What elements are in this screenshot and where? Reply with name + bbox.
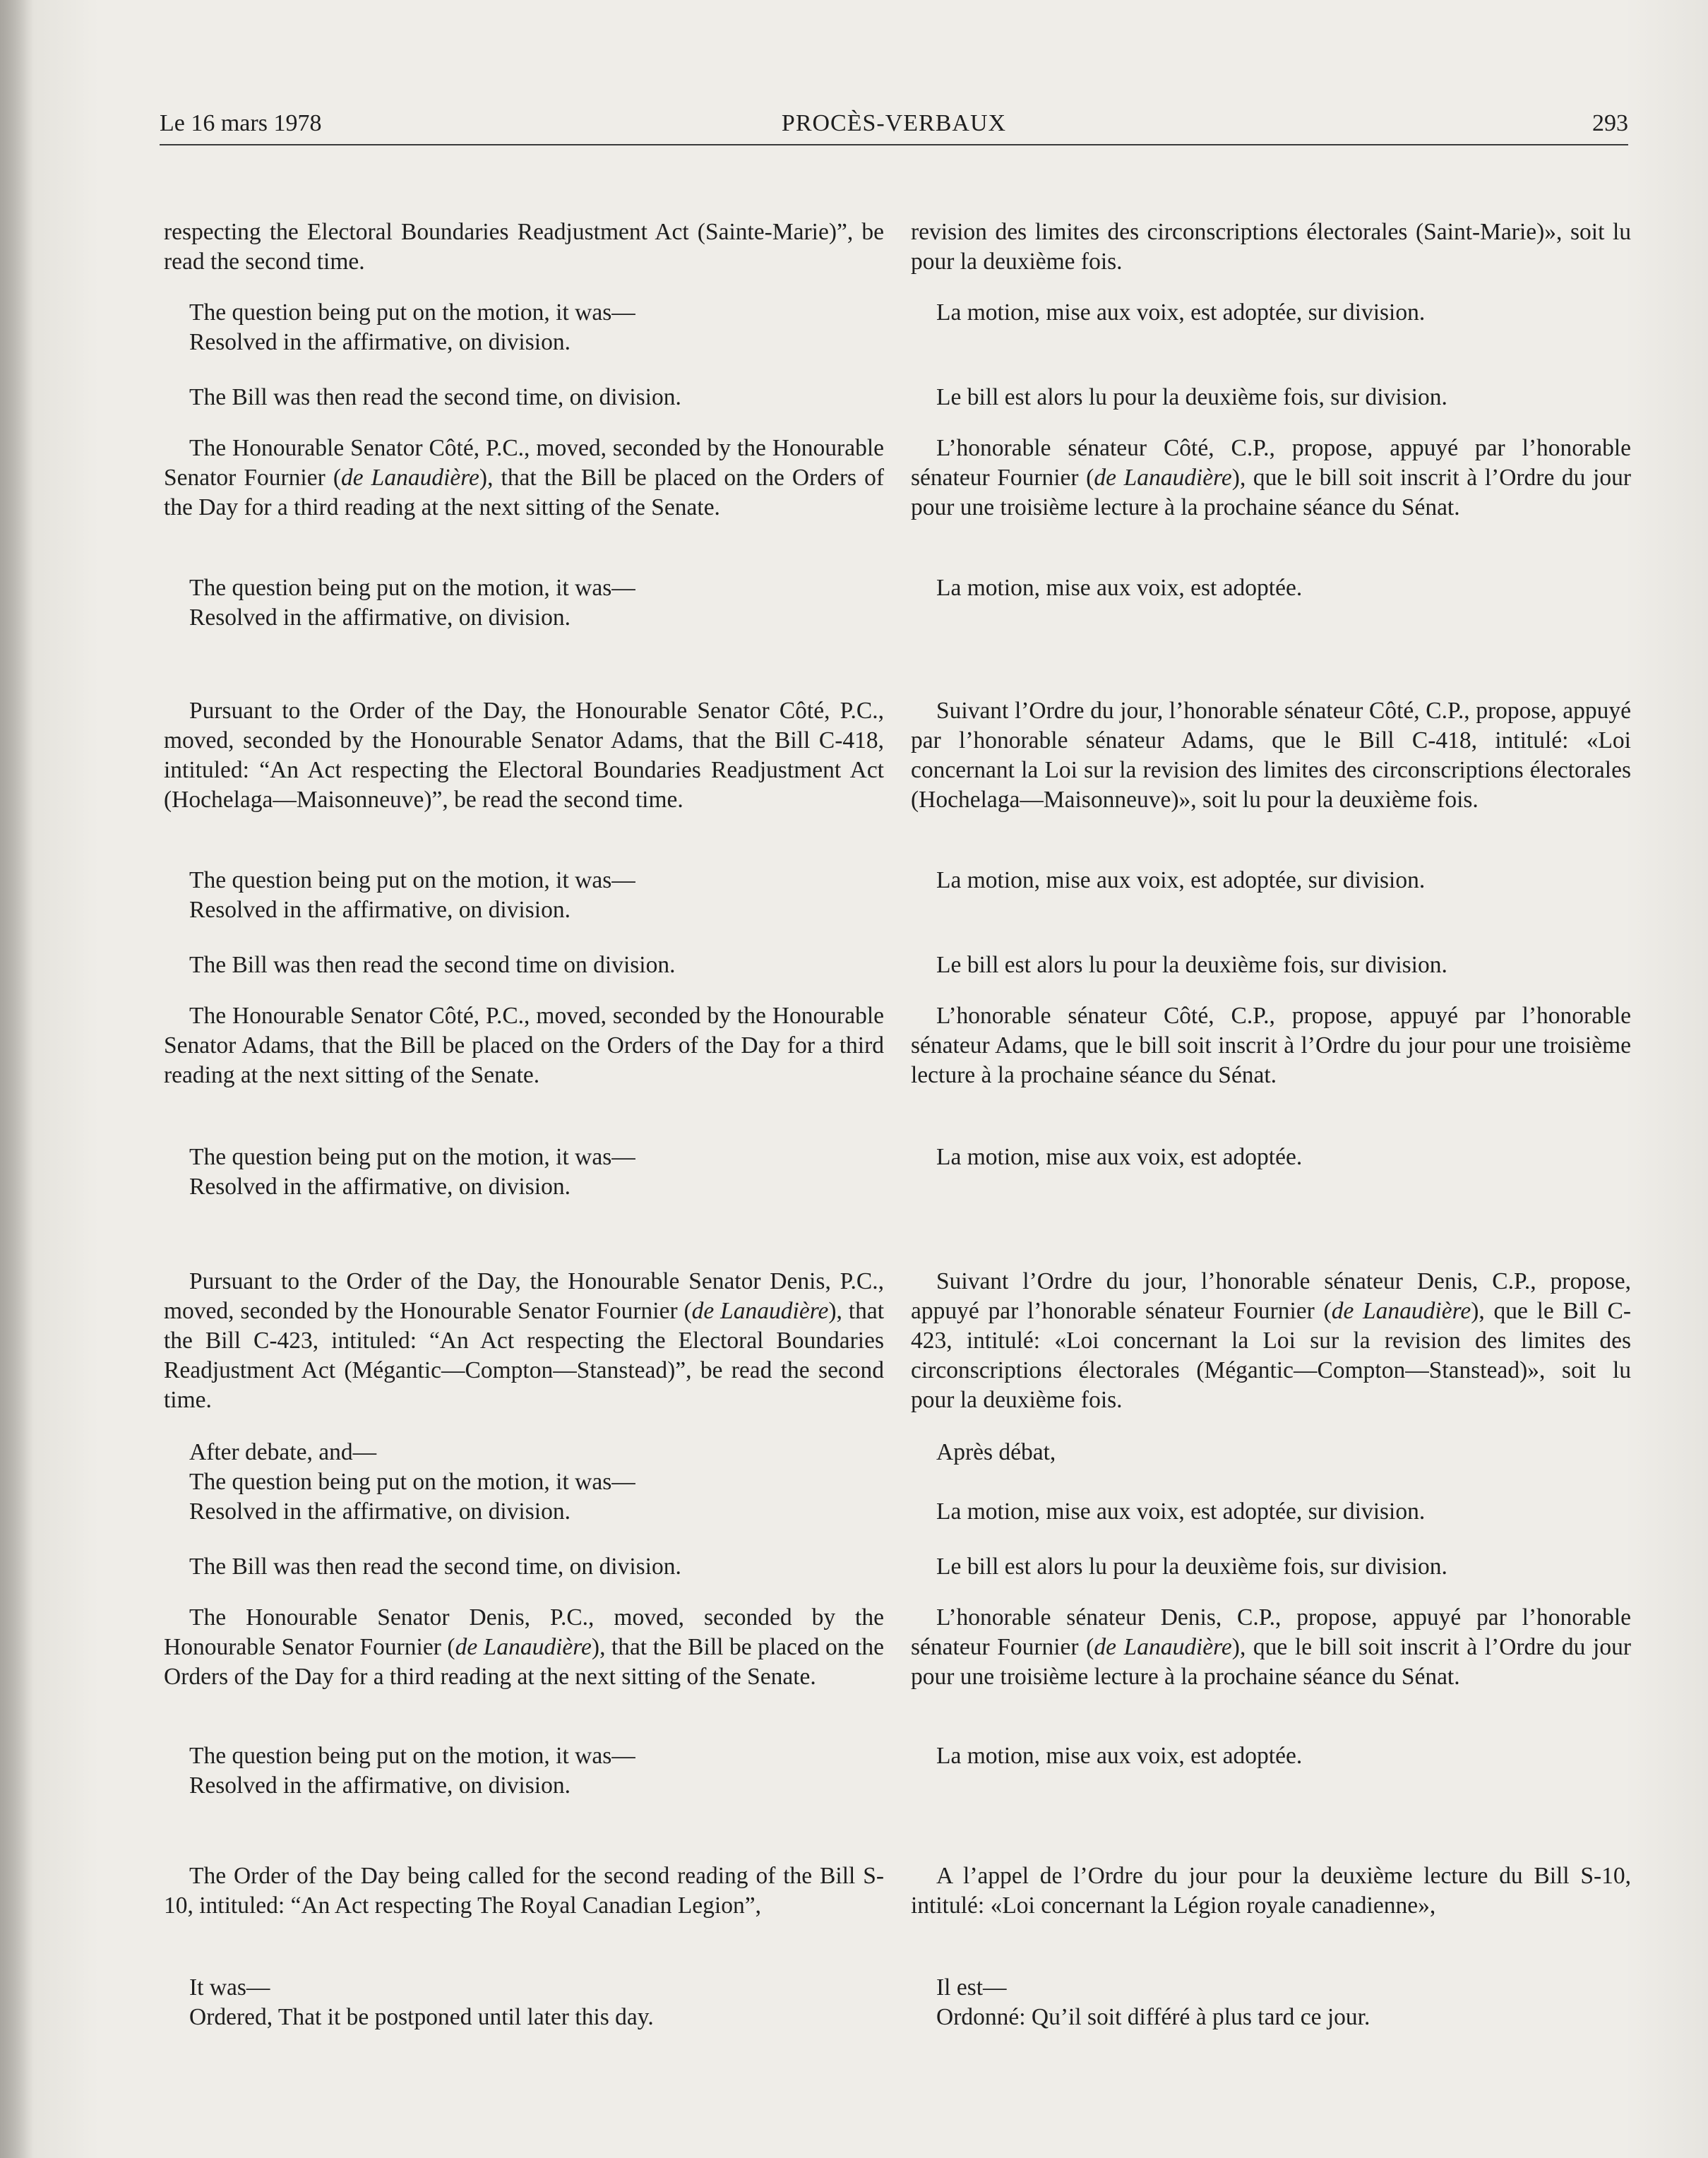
fr-text: ), que le Bill C-423, intitulé: «Loi concernant la Loi sur la revision des limites des circonscriptions électorales (Mégantic—Compton—Stanstead)», soit lu pour la deuxième fois. (911, 1298, 1632, 1413)
fr-paragraph: La motion, mise aux voix, est adoptée. (936, 1743, 1303, 1769)
en-line: The question being put on the motion, it was— (189, 1144, 635, 1170)
fr-text: ), que le bill soit inscrit à l’Ordre du jour pour une troisième lecture à la prochaine séance du Sénat. (911, 1634, 1632, 1690)
en-paragraph: Pursuant to the Order of the Day, the Honourable Senator Côté, P.C., moved, seconded by the Honourable Senator Adams, that the Bill C-418, intituled: “An Act respecting the Electoral Boundaries Readjustment Act (Hochelaga—Maisonneuve)”, be read the second time. (164, 698, 884, 813)
en-line: Resolved in the affirmative, on division. (189, 329, 571, 355)
fr-paragraph: A l’appel de l’Ordre du jour pour la deuxième lecture du Bill S-10, intitulé: «Loi concernant la Légion royale canadienne», (911, 1863, 1631, 1919)
en-italic: de Lanaudière (341, 465, 479, 491)
fr-paragraph: revision des limites des circonscriptions électorales (Saint-Marie)», soit lu pour la deuxième fois. (911, 219, 1631, 275)
binding-shadow (0, 0, 34, 2158)
en-paragraph: The Bill was then read the second time, on division. (189, 384, 681, 410)
en-line: Ordered, That it be postponed until later this day. (189, 2004, 654, 2030)
en-text: The Honourable Senator Denis, P.C., moved, seconded by the Honourable Senator Fournier ( (164, 1604, 884, 1660)
running-header (160, 110, 1628, 147)
en-line: The question being put on the motion, it was— (189, 1743, 635, 1769)
fr-paragraph: La motion, mise aux voix, est adoptée, sur division. (936, 867, 1426, 893)
en-line: Resolved in the affirmative, on division. (189, 1772, 571, 1799)
en-line: Resolved in the affirmative, on division. (189, 1174, 571, 1200)
en-paragraph (164, 573, 884, 633)
en-paragraph (164, 1438, 884, 1527)
en-text: ), that the Bill C-423, intituled: “An Act respecting the Electoral Boundaries Readjustment Act (Mégantic—Compton—Stanstead)”, be read the second time. (164, 1298, 885, 1413)
en-paragraph: respecting the Electoral Boundaries Readjustment Act (Sainte-Marie)”, be read the second time. (164, 219, 884, 275)
fr-italic: de Lanaudière (1094, 1634, 1232, 1660)
en-line: Resolved in the affirmative, on division. (189, 1498, 571, 1525)
fr-paragraph: La motion, mise aux voix, est adoptée. (936, 575, 1303, 601)
en-line: Resolved in the affirmative, on division. (189, 897, 571, 923)
en-line: After debate, and— (189, 1439, 377, 1465)
en-paragraph (164, 1603, 884, 1692)
header-date: Le 16 mars 1978 (160, 110, 322, 136)
en-paragraph (164, 1267, 884, 1415)
en-line: The question being put on the motion, it was— (189, 575, 635, 601)
en-paragraph: The Bill was then read the second time on division. (189, 952, 676, 978)
en-italic: de Lanaudière (455, 1634, 592, 1660)
fr-paragraph: La motion, mise aux voix, est adoptée. (936, 1144, 1303, 1170)
en-paragraph (164, 1973, 884, 2032)
en-italic: de Lanaudière (691, 1298, 829, 1324)
fr-paragraph (911, 1267, 1631, 1415)
fr-line: Ordonné: Qu’il soit différé à plus tard ce jour. (936, 2004, 1370, 2030)
en-paragraph (164, 1143, 884, 1202)
en-paragraph (164, 866, 884, 925)
fr-paragraph (911, 1603, 1631, 1692)
en-paragraph: The Bill was then read the second time, on division. (189, 1554, 681, 1580)
en-paragraph: The Order of the Day being called for the second reading of the Bill S-10, intituled: “An Act respecting The Royal Canadian Legion”, (164, 1863, 884, 1919)
fr-italic: de Lanaudière (1094, 465, 1232, 491)
fr-paragraph: Après débat, (936, 1439, 1056, 1465)
header-rule (160, 144, 1628, 145)
fr-text: Suivant l’Ordre du jour, l’honorable sénateur Denis, C.P., propose, appuyé par l’honorable sénateur Fournier ( (911, 1268, 1631, 1324)
fr-paragraph (911, 1973, 1631, 2032)
fr-line: Il est— (936, 1974, 1007, 2001)
en-text: ), that the Bill be placed on the Orders of the Day for a third reading at the next sitting of the Senate. (164, 465, 885, 520)
en-line: The question being put on the motion, it was— (189, 299, 635, 326)
fr-paragraph: Le bill est alors lu pour la deuxième fois, sur division. (936, 384, 1447, 410)
fr-paragraph: La motion, mise aux voix, est adoptée, sur division. (936, 1498, 1426, 1525)
fr-paragraph: Le bill est alors lu pour la deuxième fois, sur division. (936, 1554, 1447, 1580)
en-line: Resolved in the affirmative, on division. (189, 604, 571, 631)
en-line: The question being put on the motion, it was— (189, 867, 635, 893)
en-paragraph (164, 1741, 884, 1801)
en-line: The question being put on the motion, it was— (189, 1469, 635, 1495)
en-paragraph (164, 434, 884, 523)
fr-text: ), que le bill soit inscrit à l’Ordre du jour pour une troisième lecture à la prochaine séance du Sénat. (911, 465, 1632, 520)
fr-text: L’honorable sénateur Côté, C.P., propose, appuyé par l’honorable sénateur Fournier ( (911, 435, 1631, 491)
fr-italic: de Lanaudière (1331, 1298, 1471, 1324)
fr-paragraph: L’honorable sénateur Côté, C.P., propose, appuyé par l’honorable sénateur Adams, que le bill soit inscrit à l’Ordre du jour pour une troisième lecture à la prochaine séance du Sénat. (911, 1003, 1631, 1088)
fr-text: L’honorable sénateur Denis, C.P., propose, appuyé par l’honorable sénateur Fournier ( (911, 1604, 1631, 1660)
fr-paragraph: La motion, mise aux voix, est adoptée, sur division. (936, 299, 1426, 326)
en-text: The Honourable Senator Côté, P.C., moved, seconded by the Honourable Senator Fournier ( (164, 435, 884, 491)
en-paragraph (164, 298, 884, 357)
en-line: It was— (189, 1974, 270, 2001)
fr-paragraph (911, 434, 1631, 523)
page-number: 293 (1592, 110, 1628, 136)
en-text: ), that the Bill be placed on the Orders of the Day for a third reading at the next sitting of the Senate. (164, 1634, 884, 1690)
en-paragraph: The Honourable Senator Côté, P.C., moved, seconded by the Honourable Senator Adams, that the Bill be placed on the Orders of the Day for a third reading at the next sitting of the Senate. (164, 1003, 884, 1088)
en-text: Pursuant to the Order of the Day, the Honourable Senator Denis, P.C., moved, seconded by the Honourable Senator Fournier ( (164, 1268, 884, 1324)
header-title: PROCÈS-VERBAUX (781, 110, 1007, 136)
fr-paragraph: Suivant l’Ordre du jour, l’honorable sénateur Côté, C.P., propose, appuyé par l’honorable sénateur Adams, que le Bill C-418, intitulé: «Loi concernant la Loi sur la revision des limites des circonscriptions électorales (Hochelaga—Maisonneuve)», soit lu pour la deuxième fois. (911, 698, 1631, 813)
fr-paragraph: Le bill est alors lu pour la deuxième fois, sur division. (936, 952, 1447, 978)
